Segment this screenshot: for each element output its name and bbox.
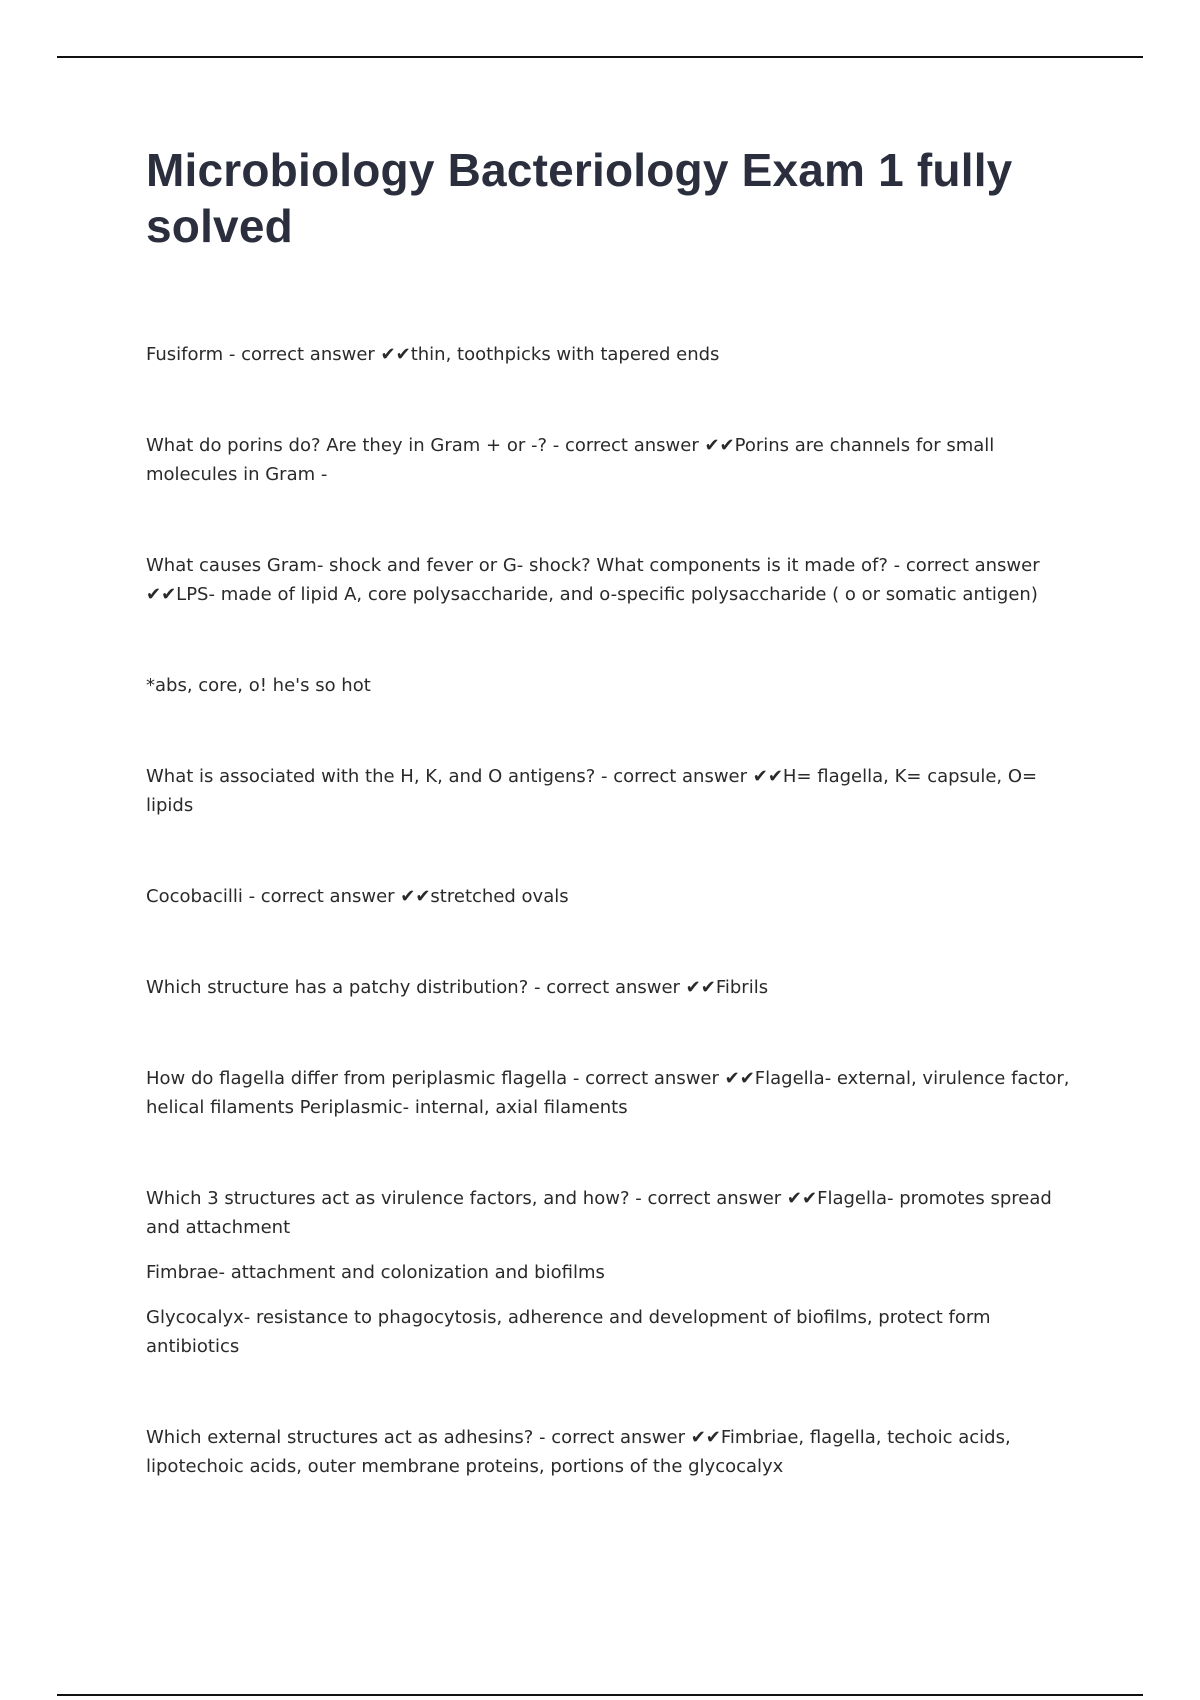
qa-entry (146, 340, 1086, 369)
qa-text: Which structure has a patchy distribution? - correct answer ✔✔Fibrils (146, 977, 769, 998)
qa-text: What is associated with the H, K, and O antigens? - correct answer ✔✔H= flagella, K= capsule, O= lipids (146, 766, 1038, 816)
qa-text: How do flagella differ from periplasmic flagella - correct answer ✔✔Flagella- external, virulence factor, helical filaments Periplasmic- internal, axial filaments (146, 1068, 1070, 1118)
qa-entry (146, 882, 1086, 911)
qa-text: Which external structures act as adhesins? - correct answer ✔✔Fimbriae, flagella, techoic acids, lipotechoic acids, outer membrane proteins, portions of the glycocalyx (146, 1427, 1011, 1477)
qa-entry (146, 1184, 1086, 1361)
document-title: Microbiology Bacteriology Exam 1 fully solved (146, 144, 1013, 252)
qa-entry (146, 1064, 1086, 1122)
top-divider (57, 56, 1143, 58)
qa-entry (146, 1423, 1086, 1481)
qa-text: Which 3 structures act as virulence factors, and how? - correct answer ✔✔Flagella- promotes spread and attachment (146, 1188, 1052, 1238)
qa-text: Glycocalyx- resistance to phagocytosis, adherence and development of biofilms, protect form antibiotics (146, 1307, 991, 1357)
qa-text: *abs, core, o! he's so hot (146, 675, 371, 696)
qa-entry (146, 551, 1086, 609)
document-body (146, 142, 1086, 1481)
qa-entry (146, 973, 1086, 1002)
qa-text: What causes Gram- shock and fever or G- shock? What components is it made of? - correct answer ✔✔LPS- made of lipid A, core polysaccharide, and o-specific polysaccharide ( o or somatic antigen) (146, 555, 1040, 605)
qa-list (146, 340, 1086, 1481)
qa-text: Fimbrae- attachment and colonization and biofilms (146, 1262, 605, 1283)
qa-text: Cocobacilli - correct answer ✔✔stretched ovals (146, 886, 569, 907)
qa-text: Fusiform - correct answer ✔✔thin, toothpicks with tapered ends (146, 344, 720, 365)
qa-entry (146, 431, 1086, 489)
bottom-divider (57, 1694, 1143, 1696)
qa-entry (146, 762, 1086, 820)
qa-entry (146, 671, 1086, 700)
qa-text: What do porins do? Are they in Gram + or -? - correct answer ✔✔Porins are channels for small molecules in Gram - (146, 435, 995, 485)
